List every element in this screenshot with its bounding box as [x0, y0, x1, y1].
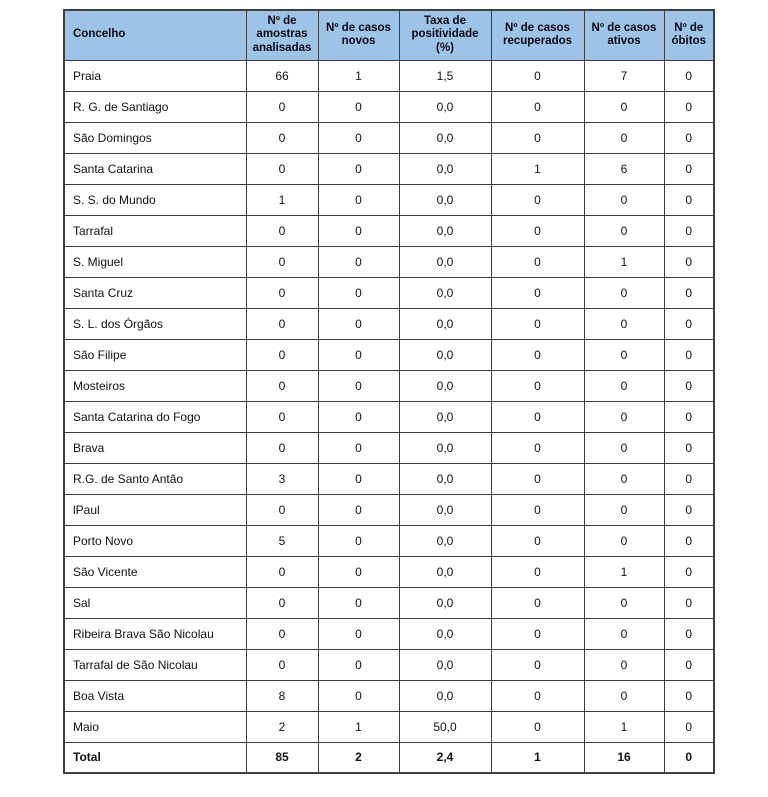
value-cell: 0: [664, 122, 714, 153]
municipality-name-cell: Santa Catarina do Fogo: [64, 401, 246, 432]
table-row: [64, 60, 714, 91]
value-cell: 0: [318, 649, 399, 680]
value-cell: 0,0: [399, 122, 491, 153]
value-cell: 0: [584, 680, 664, 711]
municipality-name-cell: São Vicente: [64, 556, 246, 587]
value-cell: 0: [664, 711, 714, 742]
value-cell: 0: [246, 556, 318, 587]
value-cell: 0: [246, 122, 318, 153]
municipality-name-cell: Santa Cruz: [64, 277, 246, 308]
value-cell: 0: [584, 184, 664, 215]
table-row: [64, 525, 714, 556]
value-cell: 0: [664, 308, 714, 339]
value-cell: 0: [491, 60, 584, 91]
municipality-name-cell: Tarrafal de São Nicolau: [64, 649, 246, 680]
table-row: [64, 463, 714, 494]
value-cell: 2: [246, 711, 318, 742]
value-cell: 0: [318, 91, 399, 122]
table-row: [64, 215, 714, 246]
header-cell: Nº de casos recuperados: [491, 10, 584, 60]
value-cell: 0: [664, 91, 714, 122]
value-cell: 0: [491, 339, 584, 370]
municipality-name-cell: Santa Catarina: [64, 153, 246, 184]
value-cell: 0,0: [399, 618, 491, 649]
value-cell: 1: [318, 711, 399, 742]
header-cell: Nº de óbitos: [664, 10, 714, 60]
table-row: [64, 153, 714, 184]
value-cell: 0: [584, 370, 664, 401]
value-cell: 0: [318, 277, 399, 308]
value-cell: 0: [318, 339, 399, 370]
table-row: [64, 308, 714, 339]
value-cell: 0: [664, 432, 714, 463]
value-cell: 1: [584, 556, 664, 587]
municipality-name-cell: Mosteiros: [64, 370, 246, 401]
value-cell: 0: [491, 463, 584, 494]
value-cell: 0: [491, 370, 584, 401]
value-cell: 0: [491, 277, 584, 308]
value-cell: 0: [664, 742, 714, 773]
value-cell: 0: [318, 153, 399, 184]
value-cell: 16: [584, 742, 664, 773]
value-cell: 0: [246, 339, 318, 370]
value-cell: 0: [584, 649, 664, 680]
value-cell: 1: [491, 153, 584, 184]
value-cell: 0: [664, 60, 714, 91]
value-cell: 0,0: [399, 649, 491, 680]
value-cell: 0,0: [399, 246, 491, 277]
value-cell: 0: [584, 215, 664, 246]
table-row: [64, 91, 714, 122]
table-row: [64, 401, 714, 432]
table-row: [64, 277, 714, 308]
value-cell: 0: [318, 556, 399, 587]
municipality-name-cell: São Filipe: [64, 339, 246, 370]
value-cell: 0: [491, 184, 584, 215]
value-cell: 0: [664, 246, 714, 277]
value-cell: 0: [491, 308, 584, 339]
value-cell: 0: [491, 91, 584, 122]
total-row: [64, 742, 714, 773]
value-cell: 0: [584, 122, 664, 153]
value-cell: 0: [318, 122, 399, 153]
value-cell: 0,0: [399, 587, 491, 618]
municipality-name-cell: São Domingos: [64, 122, 246, 153]
value-cell: 0: [664, 587, 714, 618]
value-cell: 0: [664, 401, 714, 432]
value-cell: 0: [246, 153, 318, 184]
value-cell: 0: [246, 432, 318, 463]
table-row: [64, 587, 714, 618]
value-cell: 0: [664, 680, 714, 711]
municipality-name-cell: Boa Vista: [64, 680, 246, 711]
value-cell: 0: [664, 153, 714, 184]
value-cell: 0: [318, 587, 399, 618]
value-cell: 1: [491, 742, 584, 773]
value-cell: 0: [318, 463, 399, 494]
table-row: [64, 618, 714, 649]
table-header: [64, 10, 714, 60]
table-row: [64, 494, 714, 525]
value-cell: 0: [318, 432, 399, 463]
value-cell: 0: [584, 587, 664, 618]
table-row: [64, 432, 714, 463]
value-cell: 0: [491, 432, 584, 463]
table-row: [64, 556, 714, 587]
header-cell: Nº de casos ativos: [584, 10, 664, 60]
municipality-name-cell: Ribeira Brava São Nicolau: [64, 618, 246, 649]
table-row: [64, 184, 714, 215]
value-cell: 0: [318, 184, 399, 215]
value-cell: 66: [246, 60, 318, 91]
table-row: [64, 122, 714, 153]
municipality-name-cell: Sal: [64, 587, 246, 618]
value-cell: 0,0: [399, 680, 491, 711]
table-row: [64, 370, 714, 401]
municipality-name-cell: S. L. dos Órgãos: [64, 308, 246, 339]
value-cell: 0: [664, 618, 714, 649]
value-cell: 0: [246, 215, 318, 246]
value-cell: 0: [246, 91, 318, 122]
value-cell: 50,0: [399, 711, 491, 742]
municipality-name-cell: S. Miguel: [64, 246, 246, 277]
value-cell: 0: [246, 246, 318, 277]
value-cell: 0: [318, 618, 399, 649]
value-cell: 0: [491, 122, 584, 153]
header-cell: Taxa de positividade (%): [399, 10, 491, 60]
value-cell: 0: [491, 215, 584, 246]
value-cell: 0: [491, 525, 584, 556]
municipality-name-cell: Porto Novo: [64, 525, 246, 556]
value-cell: 7: [584, 60, 664, 91]
value-cell: 0: [584, 525, 664, 556]
value-cell: 2,4: [399, 742, 491, 773]
value-cell: 1,5: [399, 60, 491, 91]
value-cell: 0: [664, 463, 714, 494]
value-cell: 0,0: [399, 463, 491, 494]
municipality-name-cell: S. S. do Mundo: [64, 184, 246, 215]
value-cell: 0: [491, 649, 584, 680]
value-cell: 0: [491, 618, 584, 649]
value-cell: 0: [584, 432, 664, 463]
value-cell: 0: [318, 401, 399, 432]
municipality-name-cell: R.G. de Santo Antão: [64, 463, 246, 494]
value-cell: 0: [318, 494, 399, 525]
total-label-cell: Total: [64, 742, 246, 773]
value-cell: 0: [246, 494, 318, 525]
value-cell: 0,0: [399, 277, 491, 308]
value-cell: 0: [664, 556, 714, 587]
value-cell: 0,0: [399, 556, 491, 587]
value-cell: 0: [664, 494, 714, 525]
table-row: [64, 680, 714, 711]
value-cell: 0,0: [399, 215, 491, 246]
municipality-name-cell: Praia: [64, 60, 246, 91]
value-cell: 0,0: [399, 153, 491, 184]
table-row: [64, 711, 714, 742]
value-cell: 0: [246, 401, 318, 432]
value-cell: 0: [246, 587, 318, 618]
table-row: [64, 339, 714, 370]
value-cell: 85: [246, 742, 318, 773]
header-cell: Concelho: [64, 10, 246, 60]
value-cell: 0: [664, 184, 714, 215]
value-cell: 0: [664, 525, 714, 556]
value-cell: 0,0: [399, 339, 491, 370]
table-row: [64, 649, 714, 680]
value-cell: 0,0: [399, 370, 491, 401]
value-cell: 0: [318, 525, 399, 556]
value-cell: 0: [491, 711, 584, 742]
value-cell: 1: [584, 711, 664, 742]
value-cell: 0: [664, 370, 714, 401]
value-cell: 0: [491, 246, 584, 277]
value-cell: 0: [584, 339, 664, 370]
value-cell: 6: [584, 153, 664, 184]
value-cell: 0,0: [399, 525, 491, 556]
municipality-name-cell: Brava: [64, 432, 246, 463]
value-cell: 0: [584, 277, 664, 308]
value-cell: 0: [246, 618, 318, 649]
value-cell: 0,0: [399, 432, 491, 463]
covid-municipality-table-container: [63, 9, 715, 774]
value-cell: 0: [584, 308, 664, 339]
value-cell: 0: [246, 370, 318, 401]
value-cell: 0: [318, 246, 399, 277]
value-cell: 1: [318, 60, 399, 91]
municipality-name-cell: Tarrafal: [64, 215, 246, 246]
value-cell: 0: [246, 308, 318, 339]
table-body: [64, 60, 714, 773]
value-cell: 2: [318, 742, 399, 773]
value-cell: 0: [584, 463, 664, 494]
municipality-name-cell: lPaul: [64, 494, 246, 525]
value-cell: 0: [584, 91, 664, 122]
value-cell: 0: [491, 401, 584, 432]
value-cell: 0: [318, 370, 399, 401]
header-cell: Nº de amostras analisadas: [246, 10, 318, 60]
value-cell: 0: [318, 215, 399, 246]
value-cell: 0,0: [399, 184, 491, 215]
value-cell: 0,0: [399, 308, 491, 339]
value-cell: 3: [246, 463, 318, 494]
value-cell: 0,0: [399, 494, 491, 525]
value-cell: 0: [584, 401, 664, 432]
value-cell: 0: [246, 277, 318, 308]
header-cell: Nº de casos novos: [318, 10, 399, 60]
value-cell: 1: [246, 184, 318, 215]
value-cell: 0: [584, 494, 664, 525]
table-row: [64, 246, 714, 277]
value-cell: 0: [664, 277, 714, 308]
value-cell: 0: [491, 556, 584, 587]
value-cell: 0: [318, 308, 399, 339]
value-cell: 0,0: [399, 401, 491, 432]
value-cell: 0: [246, 649, 318, 680]
covid-municipality-table: [63, 9, 715, 774]
value-cell: 0: [664, 339, 714, 370]
value-cell: 0,0: [399, 91, 491, 122]
value-cell: 0: [491, 680, 584, 711]
value-cell: 0: [491, 494, 584, 525]
value-cell: 5: [246, 525, 318, 556]
value-cell: 1: [584, 246, 664, 277]
value-cell: 0: [318, 680, 399, 711]
value-cell: 0: [491, 587, 584, 618]
value-cell: 0: [584, 618, 664, 649]
value-cell: 0: [664, 649, 714, 680]
header-row: [64, 10, 714, 60]
municipality-name-cell: R. G. de Santiago: [64, 91, 246, 122]
value-cell: 0: [664, 215, 714, 246]
municipality-name-cell: Maio: [64, 711, 246, 742]
value-cell: 8: [246, 680, 318, 711]
